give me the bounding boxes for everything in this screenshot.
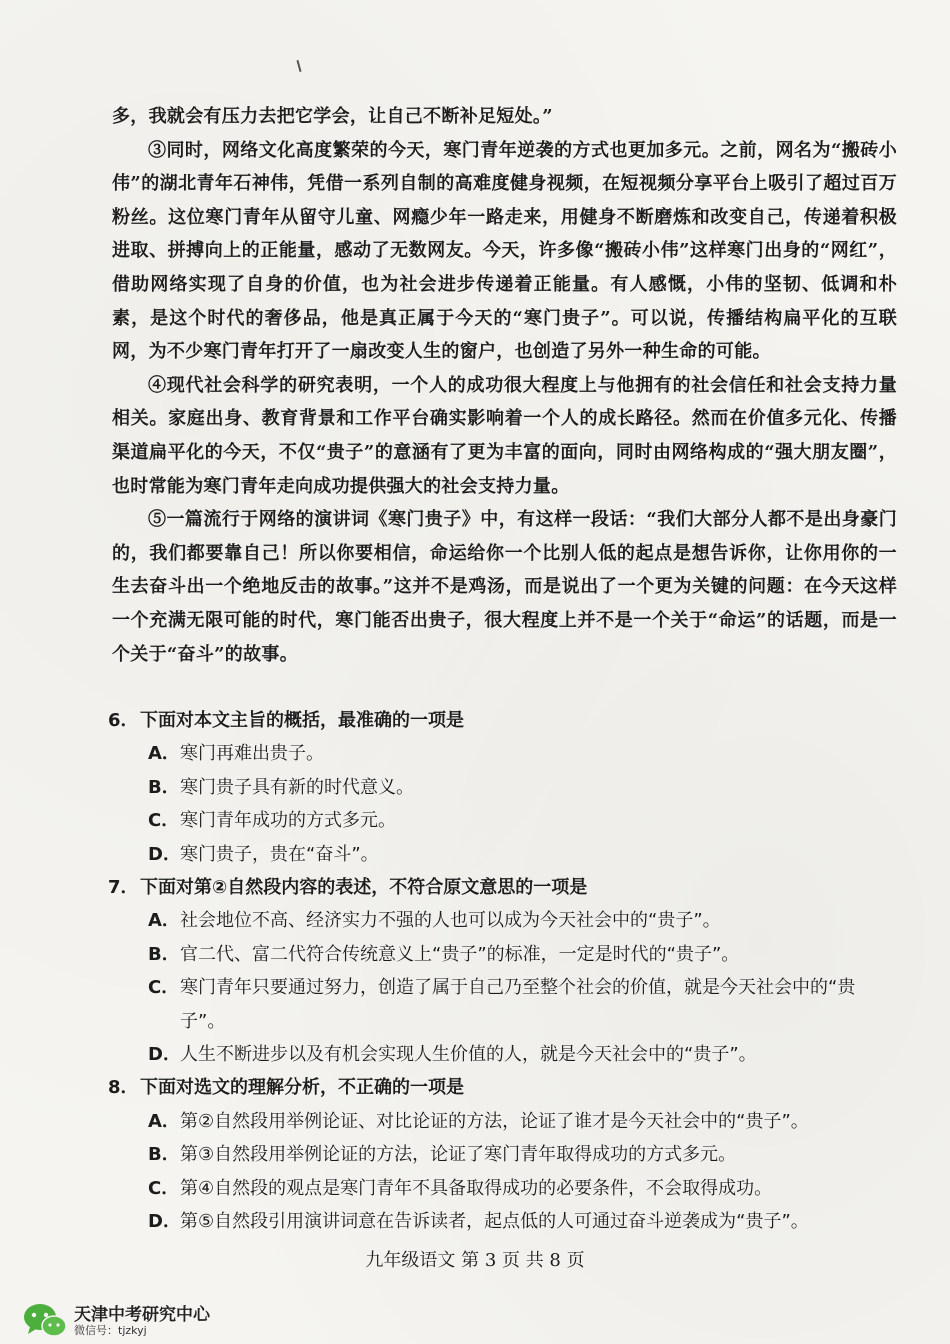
option-text: 第③自然段用举例论证的方法，论证了寒门青年取得成功的方式多元。 <box>180 1144 737 1166</box>
option-letter: C． <box>148 977 180 999</box>
question-number: 8． <box>108 1077 139 1099</box>
option-c[interactable] <box>108 1172 898 1205</box>
question-list <box>108 704 898 1239</box>
question-text: 下面对选文的理解分析，不正确的一项是 <box>140 1077 464 1099</box>
option-b[interactable] <box>108 938 898 971</box>
question-number: 6． <box>108 710 139 731</box>
option-a[interactable] <box>108 904 898 937</box>
option-letter: B． <box>148 943 180 965</box>
watermark-wechat-id: 微信号：tjzkyj <box>74 1324 147 1337</box>
option-letter: A． <box>148 1110 180 1132</box>
watermark-name: 天津中考研究中心 <box>74 1305 210 1325</box>
option-d[interactable] <box>108 1205 898 1238</box>
question-number: 7． <box>108 877 139 899</box>
watermark-logo <box>22 1300 282 1340</box>
passage-paragraph-5: ⑤一篇流行于网络的演讲词《寒门贵子》中，有这样一段话：“我们大部分人都不是出身豪门的，我们都要靠自己！所以你要相信，命运给你一个比别人低的起点是想告诉你，让你用你的一生去奋斗出一个绝地反击的故事。”这并不是鸡汤，而是说出了一个更为关键的问题：在今天这样一个充满无限可能的时代，寒门能否出贵子，很大程度上并不是一个关于“命运”的话题，而是一个关于“奋斗”的故事。 <box>112 509 897 665</box>
option-text: 寒门贵子具有新的时代意义。 <box>180 776 414 798</box>
reading-passage <box>112 100 897 671</box>
option-b[interactable] <box>108 771 898 804</box>
option-d[interactable] <box>108 1038 898 1071</box>
question-stem <box>108 704 898 737</box>
option-text: 社会地位不高、经济实力不强的人也可以成为今天社会中的“贵子”。 <box>180 910 721 932</box>
option-text: 寒门贵子，贵在“奋斗”。 <box>180 843 379 865</box>
option-c[interactable] <box>108 804 898 837</box>
question-stem <box>108 871 898 904</box>
passage-paragraph-4: ④现代社会科学的研究表明，一个人的成功很大程度上与他拥有的社会信任和社会支持力量相关。家庭出身、教育背景和工作平台确实影响着一个人的成长路径。然而在价值多元化、传播渠道扁平化的今天，不仅“贵子”的意涵有了更为丰富的面向，同时由网络构成的“强大朋友圈”，也时常能为寒门青年走向成功提供强大的社会支持力量。 <box>112 374 897 497</box>
option-text: 寒门青年只要通过努力，创造了属于自己乃至整个社会的价值，就是今天社会中的“贵子”。 <box>180 977 856 1032</box>
option-text: 官二代、富二代符合传统意义上“贵子”的标准，一定是时代的“贵子”。 <box>180 943 740 965</box>
question-8 <box>108 1071 898 1238</box>
question-6 <box>108 704 898 871</box>
option-letter: C． <box>148 810 180 832</box>
option-letter: D． <box>148 1044 181 1066</box>
option-text: 第⑤自然段引用演讲词意在告诉读者，起点低的人可通过奋斗逆袭成为“贵子”。 <box>180 1211 809 1233</box>
wechat-icon <box>22 1300 68 1340</box>
option-c[interactable] <box>108 971 898 1038</box>
option-a[interactable] <box>108 737 898 770</box>
question-text: 下面对第②自然段内容的表述，不符合原文意思的一项是 <box>140 877 588 899</box>
option-text: 第④自然段的观点是寒门青年不具备取得成功的必要条件，不会取得成功。 <box>180 1177 773 1199</box>
option-letter: B． <box>148 1144 180 1166</box>
page-footer: 九年级语文 第 3 页 共 8 页 <box>365 1250 585 1271</box>
option-letter: B． <box>148 776 180 798</box>
option-letter: D． <box>148 843 181 865</box>
option-b[interactable] <box>108 1138 898 1171</box>
option-text: 人生不断进步以及有机会实现人生价值的人，就是今天社会中的“贵子”。 <box>180 1044 757 1066</box>
question-7 <box>108 871 898 1071</box>
option-d[interactable] <box>108 838 898 871</box>
option-letter: A． <box>148 743 180 765</box>
passage-paragraph-3: ③同时，网络文化高度繁荣的今天，寒门青年逆袭的方式也更加多元。之前，网名为“搬砖小伟”的湖北青年石神伟，凭借一系列自制的高难度健身视频，在短视频分享平台上吸引了超过百万粉丝。这位寒门青年从留守儿童、网瘾少年一路走来，用健身不断磨炼和改变自己，传递着积极进取、拼搏向上的正能量，感动了无数网友。今天，许多像“搬砖小伟”这样寒门出身的“网红”，借助网络实现了自身的价值，也为社会进步传递着正能量。有人感慨，小伟的坚韧、低调和朴素，是这个时代的奢侈品，他是真正属于今天的“寒门贵子”。可以说，传播结构扁平化的互联网，为不少寒门青年打开了一扇改变人生的窗户，也创造了另外一种生命的可能。 <box>112 139 897 363</box>
scan-mark <box>296 60 301 72</box>
option-a[interactable] <box>108 1105 898 1138</box>
passage-paragraph-continued: 多，我就会有压力去把它学会，让自己不断补足短处。” <box>112 106 553 127</box>
option-text: 第②自然段用举例论证、对比论证的方法，论证了谁才是今天社会中的“贵子”。 <box>180 1110 809 1132</box>
option-text: 寒门再难出贵子。 <box>180 743 324 765</box>
option-letter: A． <box>148 910 180 932</box>
option-text: 寒门青年成功的方式多元。 <box>180 810 396 832</box>
option-letter: C． <box>148 1177 180 1199</box>
option-letter: D． <box>148 1211 181 1233</box>
question-stem <box>108 1071 898 1104</box>
question-text: 下面对本文主旨的概括，最准确的一项是 <box>140 710 464 731</box>
